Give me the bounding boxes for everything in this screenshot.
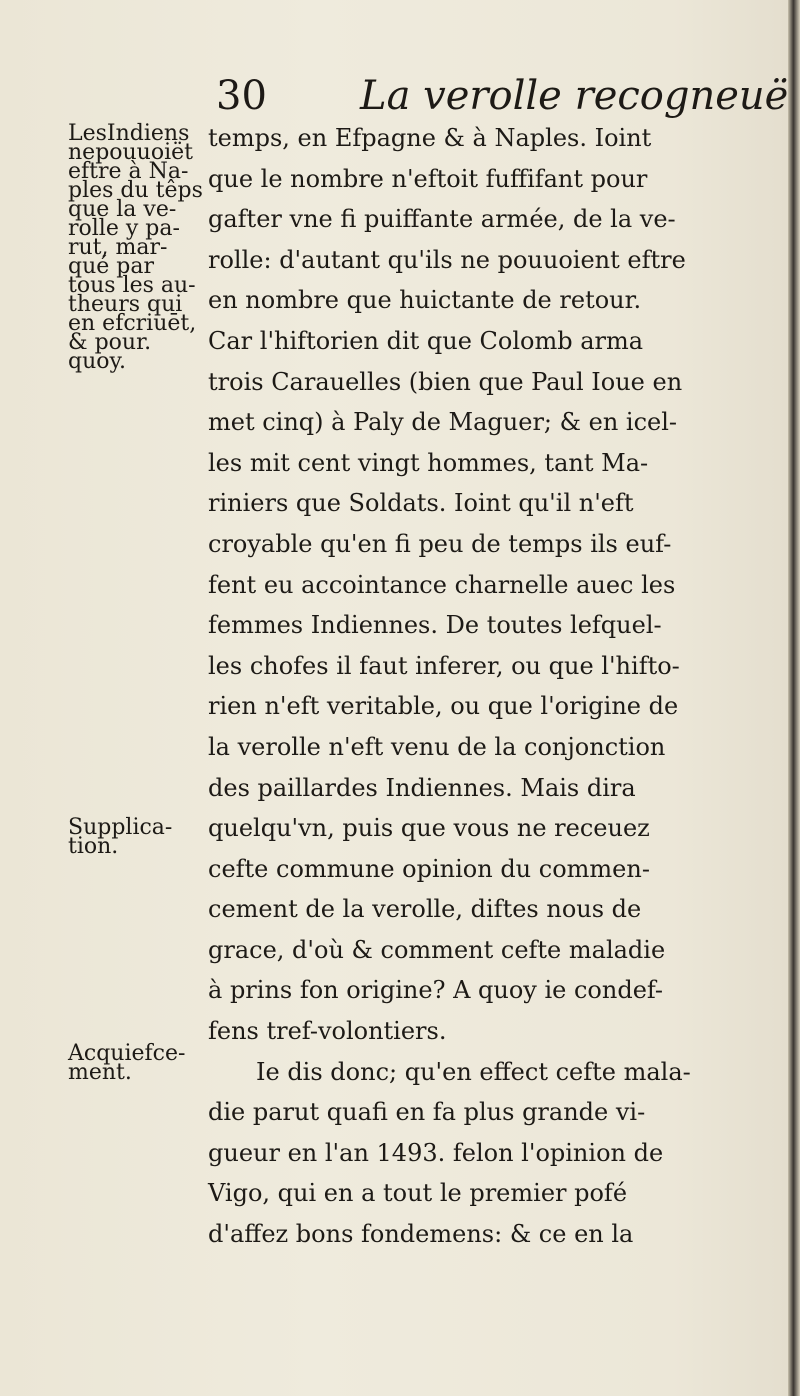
margin-note-supplication [68,815,218,859]
margin-note-line: LesIndiens [68,121,190,146]
margin-note-line: qué par [68,254,154,279]
body-text [208,118,788,1255]
margin-note-line: tous les au- [68,273,196,298]
margin-note-line: Supplica- [68,815,173,840]
text-line: die parut quafi en fa plus grande vi- [208,1098,646,1127]
text-line: grace, d'où & comment cefte maladie [208,935,666,964]
text-line: les mit cent vingt hommes, tant Ma- [208,448,649,477]
text-line: rolle: d'autant qu'ils ne pouuoient eftre [208,245,686,274]
margin-note-indiens [68,121,218,374]
margin-note-line: ples du têps [68,178,203,203]
margin-note-line: rolle y pa- [68,216,180,241]
text-line: à prins fon origine? A quoy ie condef- [208,976,664,1005]
page-number: 30 [216,73,267,119]
text-line: met cinq) à Paly de Maguer; & en icel- [208,408,678,437]
page-binding-edge [788,0,800,1396]
margin-note-line: quoy. [68,349,126,374]
text-line: Car l'hiftorien dit que Colomb arma [208,326,644,355]
margin-note-line: en efcriuēt, [68,311,197,336]
text-line: gafter vne fi puiffante armée, de la ve- [208,205,676,234]
margin-note-line: & pour. [68,330,152,355]
margin-note-line: ment. [68,1060,132,1085]
text-line: des paillardes Indiennes. Mais dira [208,773,636,802]
margin-note-line: eftre à Na- [68,159,189,184]
text-line: cement de la verolle, diftes nous de [208,895,642,924]
text-line: Vigo, qui en a tout le premier pofé [208,1179,628,1208]
text-line: en nombre que huictante de retour. [208,286,642,315]
margin-note-line: que la ve- [68,197,177,222]
page-header [0,66,790,126]
text-line: fens tref-volontiers. [208,1017,447,1046]
text-line: temps, en Efpagne & à Naples. Ioint [208,124,652,152]
text-line: quelqu'vn, puis que vous ne receuez [208,814,650,843]
margin-note-acquiescement [68,1041,218,1085]
text-line: que le nombre n'eftoit fuffifant pour [208,164,648,193]
text-line: les chofes il faut inferer, ou que l'hifto- [208,651,680,680]
text-line: rien n'eft veritable, ou que l'origine de [208,692,679,721]
text-line: gueur en l'an 1493. felon l'opinion de [208,1138,664,1167]
margin-note-line: rut, mar- [68,235,168,260]
running-title: La verolle recogneuë [360,73,789,119]
text-line: trois Carauelles (bien que Paul Ioue en [208,367,683,396]
text-line: d'affez bons fondemens: & ce en la [208,1220,634,1249]
text-line: riniers que Soldats. Ioint qu'il n'eft [208,489,634,518]
text-line: Ie dis donc; qu'en effect cefte mala- [256,1057,691,1086]
text-line: la verolle n'eft venu de la conjonction [208,732,666,761]
margin-note-line: tion. [68,834,119,859]
margin-note-line: Acquiefce- [68,1041,186,1066]
margin-note-line: theurs qui [68,292,183,317]
text-line: fent eu accointance charnelle auec les [208,570,676,599]
text-line: cefte commune opinion du commen- [208,854,650,883]
text-line: femmes Indiennes. De toutes lefquel- [208,611,662,640]
text-line: croyable qu'en fi peu de temps ils euf- [208,529,672,558]
margin-note-line: nepouuoiët [68,140,193,165]
